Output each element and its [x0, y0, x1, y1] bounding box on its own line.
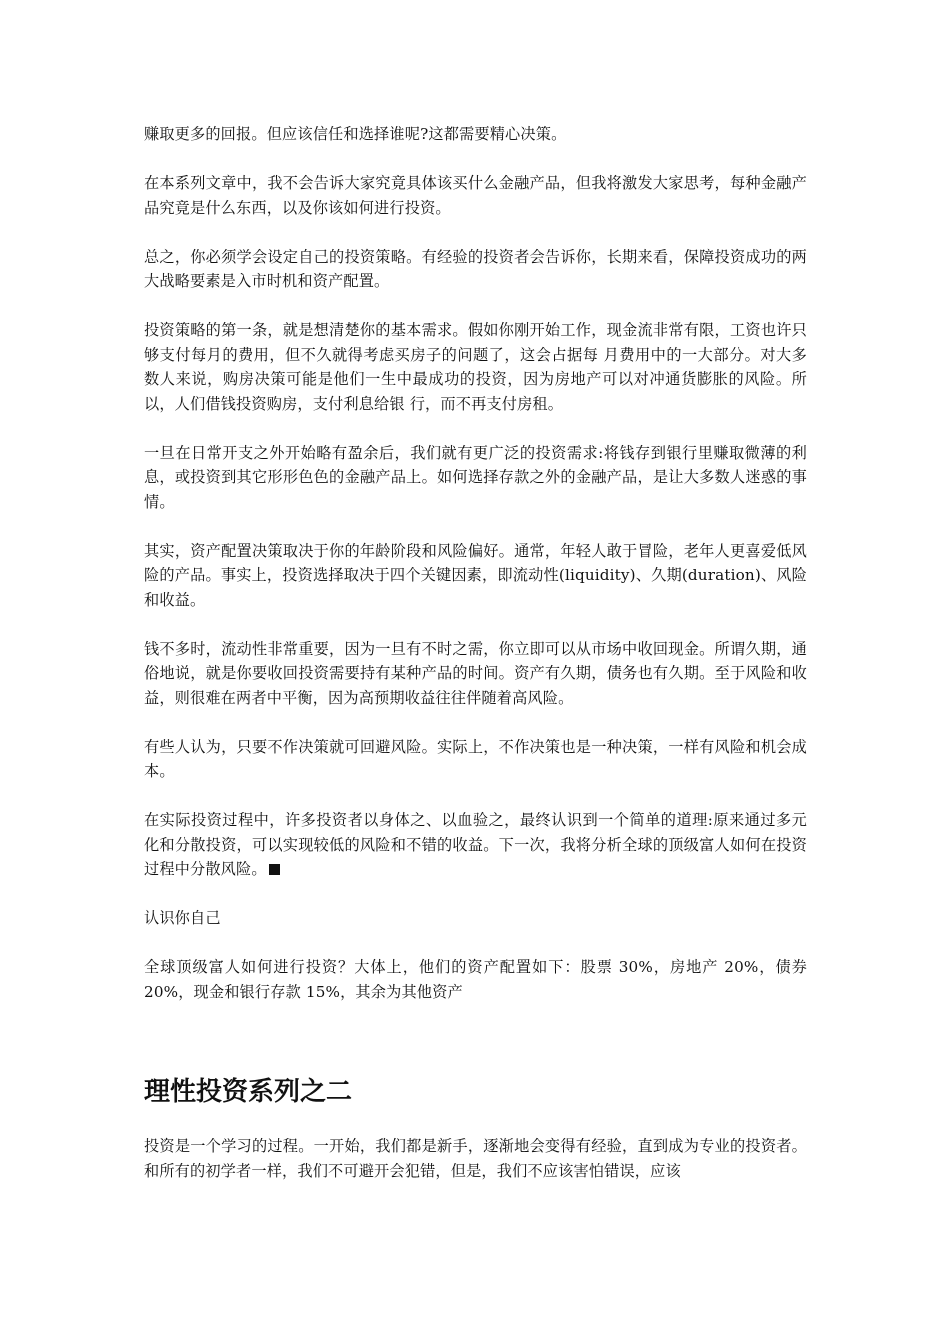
subheading: 认识你自己 — [144, 909, 221, 927]
allocation-paragraph: 全球顶级富人如何进行投资？大体上，他们的资产配置如下：股票 30%，房地产 20%，债券 20%，现金和银行存款 15%，其余为其他资产 — [144, 958, 807, 1001]
closing-paragraph — [144, 808, 807, 882]
paragraph: 在本系列文章中，我不会告诉大家究竟具体该买什么金融产品，但我将激发大家思考，每种金融产品究竟是什么东西，以及你该如何进行投资。 — [144, 174, 807, 217]
paragraph: 有些人认为，只要不作决策就可回避风险。实际上，不作决策也是一种决策，一样有风险和机会成本。 — [144, 737, 807, 780]
section-title: 理性投资系列之二 — [144, 1077, 353, 1107]
section-intro: 投资是一个学习的过程。一开始，我们都是新手，逐渐地会变得有经验，直到成为专业的投资者。和所有的初学者一样，我们不可避开会犯错，但是，我们不应该害怕错误，应该 — [144, 1137, 807, 1180]
paragraph: 总之，你必须学会设定自己的投资策略。有经验的投资者会告诉你，长期来看，保障投资成功的两大战略要素是入市时机和资产配置。 — [144, 247, 807, 290]
paragraph: 一旦在日常开支之外开始略有盈余后，我们就有更广泛的投资需求:将钱存到银行里赚取微薄的利息，或投资到其它形形色色的金融产品上。如何选择存款之外的金融产品，是让大多数人迷惑的事情。 — [144, 443, 807, 511]
paragraph: 其实，资产配置决策取决于你的年龄阶段和风险偏好。通常，年轻人敢于冒险，老年人更喜爱低风险的产品。事实上，投资选择取决于四个关键因素，即流动性(liquidity)、久期(duration)、风险和收益。 — [144, 541, 807, 609]
paragraph: 钱不多时，流动性非常重要，因为一旦有不时之需，你立即可以从市场中收回现金。所谓久期，通俗地说，就是你要收回投资需要持有某种产品的时间。资产有久期，债务也有久期。至于风险和收益，则很难在两者中平衡，因为高预期收益往往伴随着高风险。 — [144, 639, 807, 707]
paragraph: 赚取更多的回报。但应该信任和选择谁呢?这都需要精心决策。 — [144, 125, 567, 143]
paragraph: 投资策略的第一条，就是想清楚你的基本需求。假如你刚开始工作，现金流非常有限，工资也许只够支付每月的费用，但不久就得考虑买房子的问题了，这会占据每 月费用中的一大部分。对大多数人来说，购房决策可能是他们一生中最成功的投资，因为房地产可以对冲通货膨胀的风险。所以，人们借钱投资购房，支付利息给银 行，而不再支付房租。 — [144, 321, 807, 413]
document-page — [144, 122, 807, 1208]
end-mark-icon — [269, 864, 280, 875]
closing-paragraph-text: 在实际投资过程中，许多投资者以身体之、以血验之，最终认识到一个简单的道理:原来通过多元化和分散投资，可以实现较低的风险和不错的收益。下一次，我将分析全球的顶级富人如何在投资过程中分散风险。 — [144, 811, 807, 878]
